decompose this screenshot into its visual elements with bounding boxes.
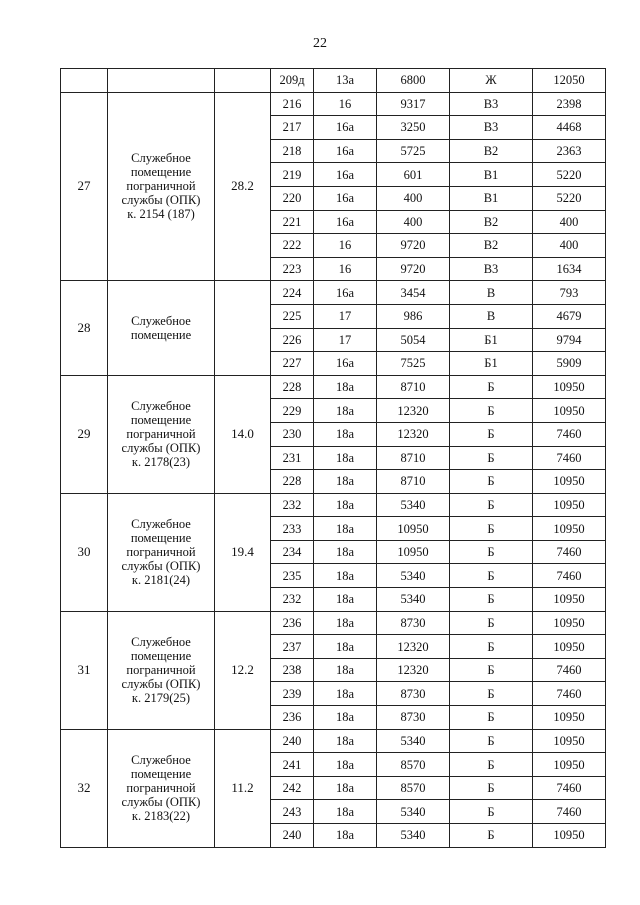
table-cell: 217 — [271, 116, 314, 140]
table-cell: Б — [450, 824, 533, 848]
group-name-line: помещение — [130, 413, 192, 428]
table-cell: 16а — [314, 281, 377, 305]
table-cell: 16 — [314, 257, 377, 281]
table-cell: Б — [450, 422, 533, 446]
table-cell: 18а — [314, 517, 377, 541]
table-cell: 10950 — [533, 635, 606, 659]
table-cell: 986 — [377, 304, 450, 328]
group-name-line: пограничной — [126, 663, 196, 678]
table-cell: 16а — [314, 352, 377, 376]
table-cell: 10950 — [377, 540, 450, 564]
table-cell: Б — [450, 446, 533, 470]
table-cell: 219 — [271, 163, 314, 187]
table-cell: 3250 — [377, 116, 450, 140]
group-name-line: помещение — [130, 328, 192, 343]
table-cell: 7460 — [533, 422, 606, 446]
table-cell: Ж — [450, 69, 533, 93]
group-name-line: пограничной — [126, 179, 196, 194]
group-name-line: Служебное — [131, 151, 191, 166]
table-cell: Б1 — [450, 328, 533, 352]
table-cell: 18а — [314, 776, 377, 800]
table-cell: 10950 — [533, 753, 606, 777]
value-cell — [215, 69, 271, 93]
group-name-line: службы (ОПК) — [121, 677, 201, 692]
table-cell: 17 — [314, 328, 377, 352]
table-cell: В — [450, 281, 533, 305]
table-cell: 9794 — [533, 328, 606, 352]
table-cell: 9720 — [377, 234, 450, 258]
table-cell: 216 — [271, 92, 314, 116]
table-cell: 18а — [314, 635, 377, 659]
group-number: 28 — [61, 281, 108, 375]
table-cell: 236 — [271, 611, 314, 635]
table-cell: 18а — [314, 540, 377, 564]
table-cell: 232 — [271, 493, 314, 517]
table-cell: Б — [450, 399, 533, 423]
table-cell: 7460 — [533, 540, 606, 564]
table-cell: 231 — [271, 446, 314, 470]
group-name-line: Служебное — [131, 635, 191, 650]
table-cell: 7525 — [377, 352, 450, 376]
group-name-line: пограничной — [126, 427, 196, 442]
table-cell: 18а — [314, 493, 377, 517]
table-cell: 18а — [314, 824, 377, 848]
table-cell: 8710 — [377, 375, 450, 399]
group-value: 11.2 — [215, 729, 271, 847]
table-cell: Б — [450, 540, 533, 564]
group-value: 28.2 — [215, 92, 271, 281]
group-number: 27 — [61, 92, 108, 281]
table-row — [61, 69, 606, 93]
table-cell: 228 — [271, 470, 314, 494]
table-cell: 221 — [271, 210, 314, 234]
table-cell: 234 — [271, 540, 314, 564]
table-cell: В2 — [450, 139, 533, 163]
table-cell: В1 — [450, 186, 533, 210]
table-cell: 18а — [314, 753, 377, 777]
table-cell: 237 — [271, 635, 314, 659]
table-cell: 240 — [271, 729, 314, 753]
table-cell: 400 — [377, 210, 450, 234]
table-cell: Б — [450, 753, 533, 777]
table-cell: 12050 — [533, 69, 606, 93]
table-cell: Б — [450, 706, 533, 730]
table-cell: 6800 — [377, 69, 450, 93]
table-cell: 18а — [314, 470, 377, 494]
table-cell: 18а — [314, 706, 377, 730]
group-name-line: к. 2154 (187) — [127, 207, 195, 222]
table-cell: 18а — [314, 422, 377, 446]
table-cell: 18а — [314, 611, 377, 635]
table-cell: В2 — [450, 234, 533, 258]
table-cell: 8710 — [377, 470, 450, 494]
table-cell: 18а — [314, 375, 377, 399]
group-number: 31 — [61, 611, 108, 729]
table-cell: 4679 — [533, 304, 606, 328]
table-cell: 18а — [314, 446, 377, 470]
table-cell: 18а — [314, 682, 377, 706]
table-row — [61, 281, 606, 305]
table-cell: 222 — [271, 234, 314, 258]
table-cell: 17 — [314, 304, 377, 328]
table-cell: 10950 — [533, 517, 606, 541]
table-cell: В3 — [450, 257, 533, 281]
table-cell: 7460 — [533, 564, 606, 588]
table-cell: Б — [450, 564, 533, 588]
table-cell: 5340 — [377, 493, 450, 517]
table-body — [61, 69, 606, 848]
table-cell: 10950 — [533, 588, 606, 612]
table-cell: Б — [450, 776, 533, 800]
table-cell: 16а — [314, 116, 377, 140]
group-name — [108, 281, 215, 375]
table-cell: 242 — [271, 776, 314, 800]
table-cell: 18а — [314, 399, 377, 423]
table-cell: 225 — [271, 304, 314, 328]
table-cell: 10950 — [377, 517, 450, 541]
table-cell: 5340 — [377, 824, 450, 848]
table-cell: 5340 — [377, 564, 450, 588]
table-cell: Б — [450, 635, 533, 659]
table-row — [61, 729, 606, 753]
table-cell: 7460 — [533, 800, 606, 824]
table-cell: 7460 — [533, 658, 606, 682]
table-cell: 12320 — [377, 658, 450, 682]
table-cell: Б — [450, 611, 533, 635]
table-cell: 9317 — [377, 92, 450, 116]
table-cell: 18а — [314, 800, 377, 824]
table-cell: 793 — [533, 281, 606, 305]
table-cell: 16 — [314, 234, 377, 258]
table-cell: 12320 — [377, 422, 450, 446]
table-cell: 240 — [271, 824, 314, 848]
table-cell: 9720 — [377, 257, 450, 281]
table-cell: 5340 — [377, 800, 450, 824]
data-table — [60, 68, 606, 848]
table-cell: 400 — [377, 186, 450, 210]
group-value: 12.2 — [215, 611, 271, 729]
group-name-line: помещение — [130, 165, 192, 180]
table-cell: 226 — [271, 328, 314, 352]
table-cell: 5725 — [377, 139, 450, 163]
table-cell: 10950 — [533, 399, 606, 423]
table-cell: 8730 — [377, 682, 450, 706]
group-value: 19.4 — [215, 493, 271, 611]
table-row — [61, 375, 606, 399]
table-cell: 238 — [271, 658, 314, 682]
table-cell: 10950 — [533, 611, 606, 635]
group-name — [108, 375, 215, 493]
table-cell: 2363 — [533, 139, 606, 163]
table-cell: 224 — [271, 281, 314, 305]
table-cell: 12320 — [377, 635, 450, 659]
table-cell: 12320 — [377, 399, 450, 423]
table-cell: 235 — [271, 564, 314, 588]
group-name — [108, 493, 215, 611]
table-cell: В1 — [450, 163, 533, 187]
table-cell: 18а — [314, 658, 377, 682]
group-number: 29 — [61, 375, 108, 493]
table-cell: 16а — [314, 163, 377, 187]
table-cell: 243 — [271, 800, 314, 824]
table-cell: 13а — [314, 69, 377, 93]
table-cell: 5220 — [533, 163, 606, 187]
table-cell: 232 — [271, 588, 314, 612]
table-cell: Б — [450, 800, 533, 824]
table-cell: 400 — [533, 210, 606, 234]
group-name-line: помещение — [130, 767, 192, 782]
table-cell: 10950 — [533, 706, 606, 730]
table-cell: 10950 — [533, 493, 606, 517]
table-cell: 8570 — [377, 776, 450, 800]
group-number: 30 — [61, 493, 108, 611]
table-cell: 10950 — [533, 729, 606, 753]
table-cell: 2398 — [533, 92, 606, 116]
group-name-line: помещение — [130, 531, 192, 546]
table-cell: Б — [450, 375, 533, 399]
table-cell: 16а — [314, 186, 377, 210]
group-name-line: службы (ОПК) — [121, 559, 201, 574]
page-number: 22 — [313, 36, 327, 51]
table-cell: 18а — [314, 564, 377, 588]
table-cell: Б — [450, 729, 533, 753]
table-cell: 18а — [314, 588, 377, 612]
table-cell: 7460 — [533, 776, 606, 800]
group-name-line: к. 2183(22) — [131, 809, 191, 824]
table-cell: 227 — [271, 352, 314, 376]
table-cell: 10950 — [533, 375, 606, 399]
table-cell: Б — [450, 682, 533, 706]
table-cell: 7460 — [533, 446, 606, 470]
table-cell: 3454 — [377, 281, 450, 305]
table-cell: Б — [450, 658, 533, 682]
table-cell: 5054 — [377, 328, 450, 352]
table-cell: 18а — [314, 729, 377, 753]
table-cell: 220 — [271, 186, 314, 210]
table-cell: 7460 — [533, 682, 606, 706]
group-name-line: Служебное — [131, 517, 191, 532]
table-cell: 218 — [271, 139, 314, 163]
group-value: 14.0 — [215, 375, 271, 493]
table-cell: 16 — [314, 92, 377, 116]
table-cell: 241 — [271, 753, 314, 777]
table-cell: 5909 — [533, 352, 606, 376]
table-cell: Б1 — [450, 352, 533, 376]
table-cell: 10950 — [533, 824, 606, 848]
table-cell: 400 — [533, 234, 606, 258]
table-cell: 10950 — [533, 470, 606, 494]
group-name-line: службы (ОПК) — [121, 193, 201, 208]
group-name-line: службы (ОПК) — [121, 441, 201, 456]
group-number: 32 — [61, 729, 108, 847]
table-cell: 16а — [314, 210, 377, 234]
table-cell: 5340 — [377, 588, 450, 612]
group-name — [108, 92, 215, 281]
table-cell: 230 — [271, 422, 314, 446]
group-name-line: Служебное — [131, 314, 191, 329]
table-cell: 8730 — [377, 706, 450, 730]
table-cell: Б — [450, 470, 533, 494]
group-name-line: Служебное — [131, 753, 191, 768]
table-cell: 209д — [271, 69, 314, 93]
table-cell: 5340 — [377, 729, 450, 753]
table-cell: В3 — [450, 92, 533, 116]
table-cell: В — [450, 304, 533, 328]
table-cell: 16а — [314, 139, 377, 163]
table-row — [61, 493, 606, 517]
table-cell: 4468 — [533, 116, 606, 140]
number-cell — [61, 69, 108, 93]
table-cell: 239 — [271, 682, 314, 706]
group-value — [215, 281, 271, 375]
table-cell: 236 — [271, 706, 314, 730]
table-cell: 229 — [271, 399, 314, 423]
group-name-line: к. 2181(24) — [131, 573, 191, 588]
table-cell: 8730 — [377, 611, 450, 635]
table-cell: 601 — [377, 163, 450, 187]
table-cell: 223 — [271, 257, 314, 281]
table-cell: Б — [450, 493, 533, 517]
table-cell: Б — [450, 588, 533, 612]
table-cell: В3 — [450, 116, 533, 140]
group-name-line: пограничной — [126, 545, 196, 560]
group-name — [108, 729, 215, 847]
group-name-line: Служебное — [131, 399, 191, 414]
table-row — [61, 611, 606, 635]
table-row — [61, 92, 606, 116]
group-name-line: к. 2178(23) — [131, 455, 191, 470]
name-cell — [108, 69, 215, 93]
group-name-line: к. 2179(25) — [131, 691, 191, 706]
group-name-line: помещение — [130, 649, 192, 664]
group-name — [108, 611, 215, 729]
group-name-line: пограничной — [126, 781, 196, 796]
table-cell: Б — [450, 517, 533, 541]
table-cell: 233 — [271, 517, 314, 541]
table-cell: 8570 — [377, 753, 450, 777]
group-name-line: службы (ОПК) — [121, 795, 201, 810]
table-cell: 1634 — [533, 257, 606, 281]
table-cell: 228 — [271, 375, 314, 399]
table-cell: В2 — [450, 210, 533, 234]
table-cell: 8710 — [377, 446, 450, 470]
table-cell: 5220 — [533, 186, 606, 210]
